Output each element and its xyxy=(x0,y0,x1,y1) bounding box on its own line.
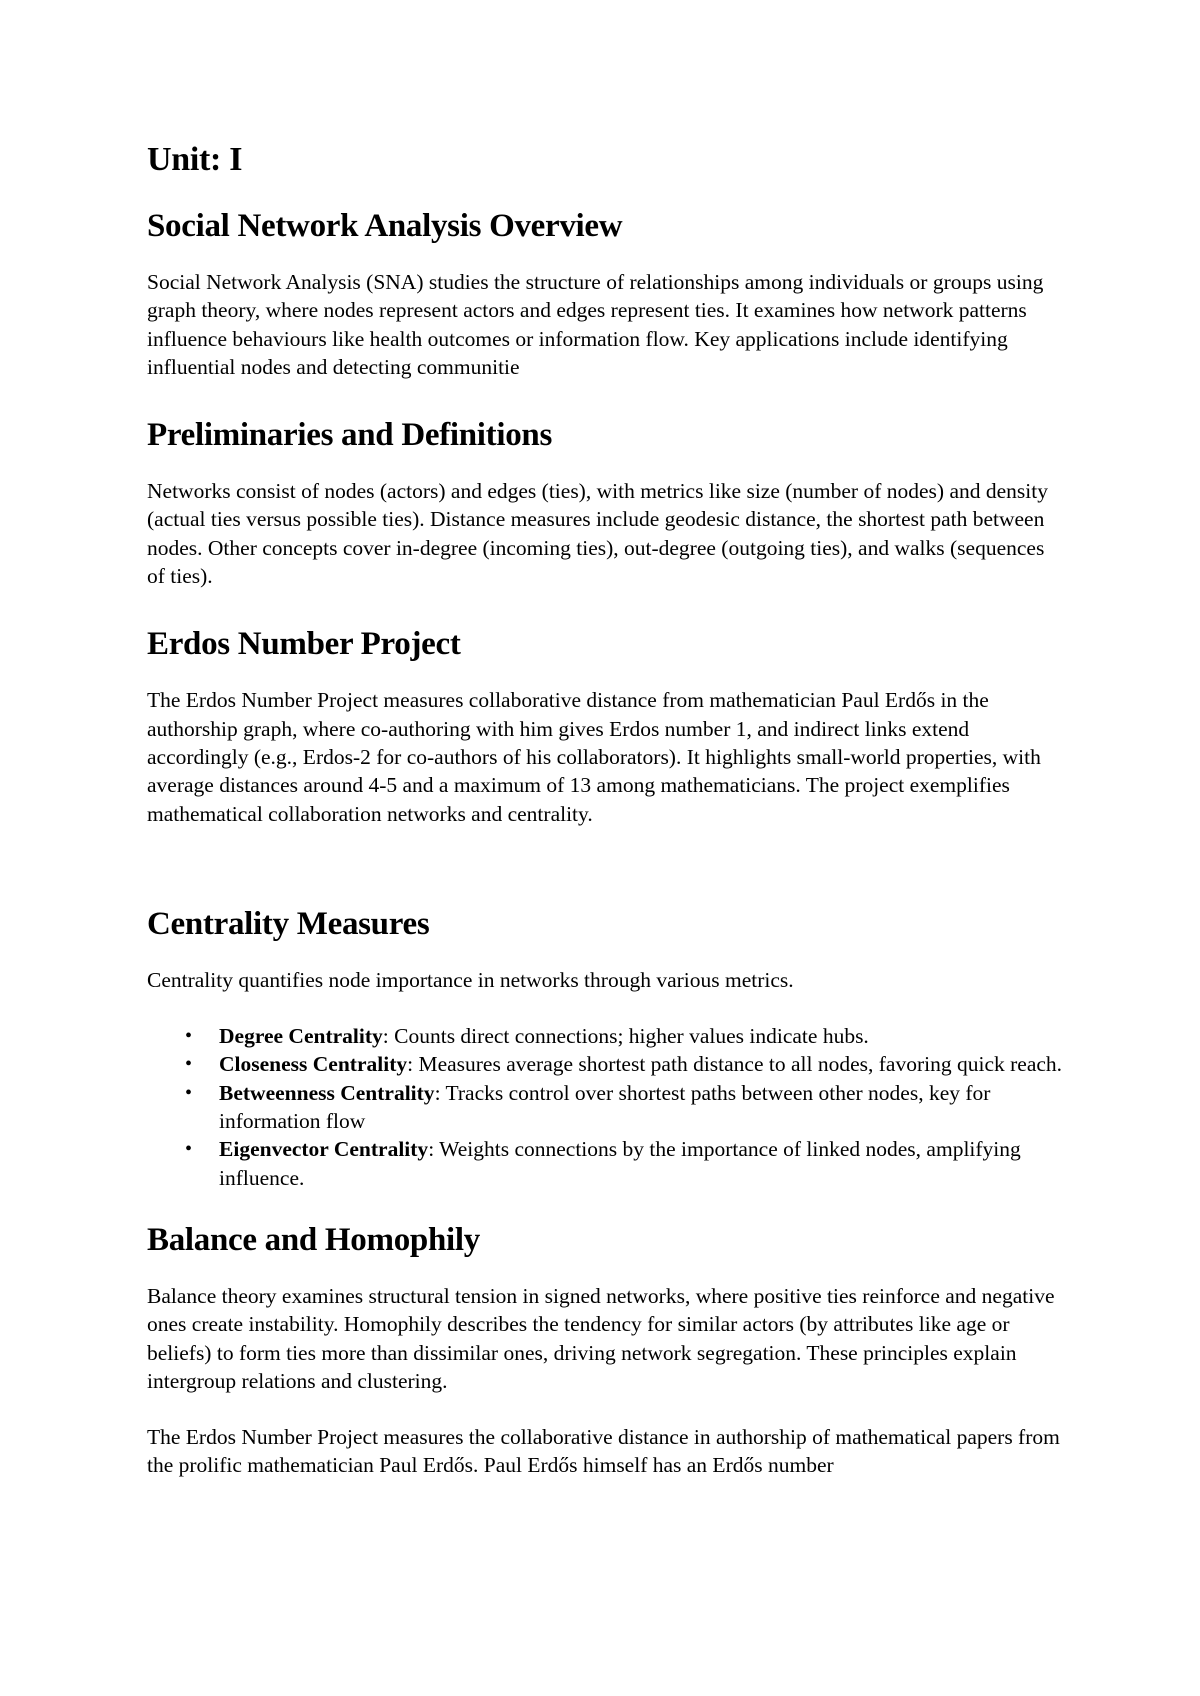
section-heading-erdos-project: Erdos Number Project xyxy=(147,626,461,663)
section-paragraph-centrality: Centrality quantifies node importance in networks through various metrics. xyxy=(147,967,794,992)
list-item-text: : Weights connections by the importance of linked nodes, amplifying influence. xyxy=(219,1137,1021,1190)
section-paragraph-preliminaries: Networks consist of nodes (actors) and edges (ties), with metrics like size (number of nodes) and density (actual ties versus possible ties). Distance measures include geodesic distance, the shortest path between nodes. Other concepts cover in-degree (incoming ties), out-degree (outgoing ties), and walks (sequences of ties). xyxy=(147,479,1048,589)
list-item xyxy=(147,1022,1067,1050)
list-item-text: : Counts direct connections; higher values indicate hubs. xyxy=(382,1024,869,1049)
bullet-icon: • xyxy=(185,1053,193,1076)
section-paragraph-sna-overview: Social Network Analysis (SNA) studies the structure of relationships among individuals or groups using graph theory, where nodes represent actors and edges represent ties. It examines how network patterns influence behaviours like health outcomes or information flow. Key applications include identifying influential nodes and detecting communitie xyxy=(147,270,1044,379)
section-paragraph-erdos-continued: The Erdos Number Project measures the collaborative distance in authorship of mathematical papers from the prolific mathematician Paul Erdős. Paul Erdős himself has an Erdős number xyxy=(147,1425,1060,1478)
document-page xyxy=(147,140,1067,1480)
list-item-term: Degree Centrality xyxy=(219,1024,383,1049)
list-item-term: Eigenvector Centrality xyxy=(219,1137,429,1162)
centrality-list xyxy=(147,1022,1067,1192)
list-item-term: Closeness Centrality xyxy=(219,1052,408,1077)
section-heading-balance-homophily: Balance and Homophily xyxy=(147,1221,480,1258)
unit-title: Unit: I xyxy=(147,141,243,178)
list-item xyxy=(147,1135,1067,1192)
list-item-text: : Tracks control over shortest paths between other nodes, key for information flow xyxy=(219,1080,991,1134)
bullet-icon: • xyxy=(185,1138,193,1161)
list-item-text: : Measures average shortest path distance to all nodes, favoring quick reach. xyxy=(407,1052,1063,1077)
bullet-icon: • xyxy=(185,1025,193,1048)
list-item-term: Betweenness Centrality xyxy=(219,1080,435,1105)
list-item xyxy=(147,1079,1067,1136)
section-heading-sna-overview: Social Network Analysis Overview xyxy=(147,208,623,244)
list-item xyxy=(147,1050,1067,1078)
section-heading-preliminaries: Preliminaries and Definitions xyxy=(147,417,553,454)
bullet-icon: • xyxy=(185,1081,193,1104)
section-paragraph-balance-homophily: Balance theory examines structural tension in signed networks, where positive ties reinforce and negative ones create instability. Homophily describes the tendency for similar actors (by attributes like age or beliefs) to form ties more than dissimilar ones, driving network segregation. These principles explain intergroup relations and clustering. xyxy=(147,1283,1055,1393)
section-paragraph-erdos-project: The Erdos Number Project measures collaborative distance from mathematician Paul Erdős in the authorship graph, where co-authoring with him gives Erdos number 1, and indirect links extend accordingly (e.g., Erdos-2 for co-authors of his collaborators). It highlights small-world properties, with average distances around 4-5 and a maximum of 13 among mathematicians. The project exemplifies mathematical collaboration networks and centrality. xyxy=(147,688,1041,826)
section-heading-centrality: Centrality Measures xyxy=(147,905,430,942)
